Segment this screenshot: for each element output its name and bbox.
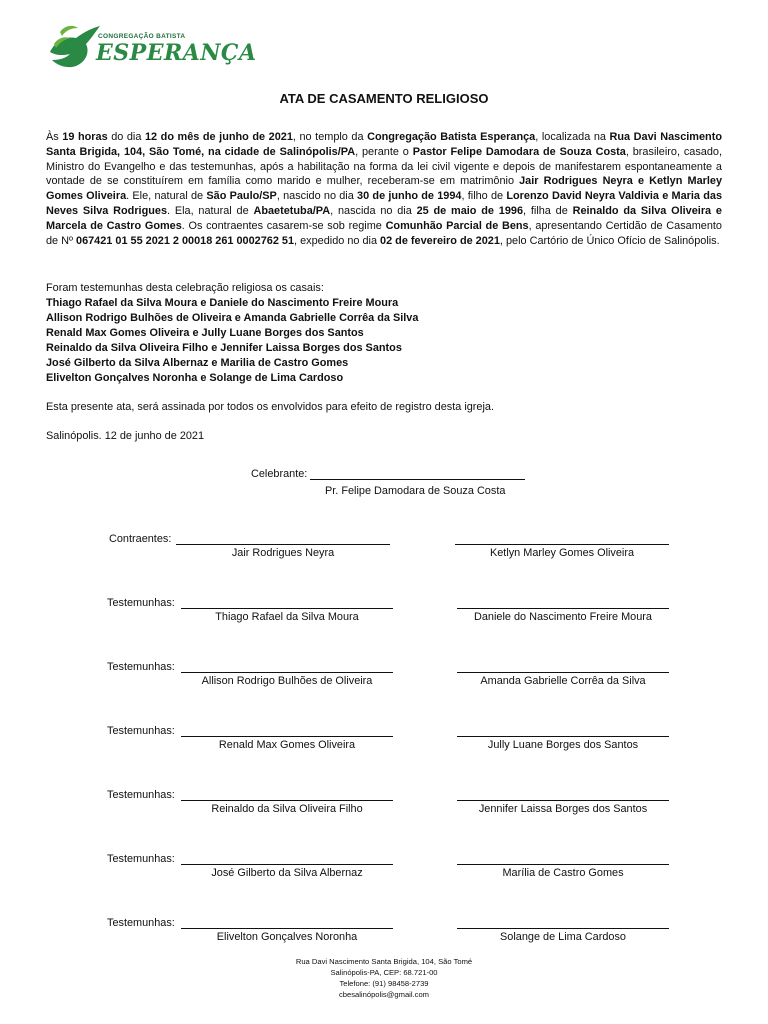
closing-statement: Esta presente ata, será assinada por todos os envolvidos para efeito de registro desta igreja. xyxy=(46,401,494,413)
witness-couple: Thiago Rafael da Silva Moura e Daniele do Nascimento Freire Moura xyxy=(46,297,399,309)
witness-intro: Foram testemunhas desta celebração religiosa os casais: xyxy=(46,282,324,294)
signer-name: Elivelton Gonçalves Noronha xyxy=(216,931,358,943)
witness-couple: José Gilberto da Silva Albernaz e Marilia de Castro Gomes xyxy=(46,357,349,369)
dove-icon xyxy=(46,22,102,74)
footer-address: Rua Davi Nascimento Santa Brigida, 104, São Tomé xyxy=(295,957,473,966)
signature-line xyxy=(181,672,393,673)
signature-line xyxy=(181,928,393,929)
witness-list xyxy=(46,281,418,386)
celebrant-label: Celebrante: xyxy=(251,468,311,480)
signer-name: Reinaldo da Silva Oliveira Filho xyxy=(211,803,363,815)
signature-line xyxy=(457,672,669,673)
signer-name: Jair Rodrigues Neyra xyxy=(231,547,335,559)
signature-line xyxy=(310,469,525,480)
witness-couple: Reinaldo da Silva Oliveira Filho e Jennifer Laissa Borges dos Santos xyxy=(46,342,402,354)
contraentes-label: Contraentes: xyxy=(109,533,172,545)
testemunhas-label: Testemunhas: xyxy=(107,853,175,865)
testemunhas-label: Testemunhas: xyxy=(107,917,175,929)
testemunhas-label: Testemunhas: xyxy=(107,597,175,609)
signer-name: Marília de Castro Gomes xyxy=(502,867,624,879)
signature-line xyxy=(181,736,393,737)
signature-line xyxy=(457,864,669,865)
signature-line xyxy=(457,608,669,609)
signer-name: Ketlyn Marley Gomes Oliveira xyxy=(489,547,635,559)
testemunhas-label: Testemunhas: xyxy=(107,725,175,737)
celebrant-name: Pr. Felipe Damodara de Souza Costa xyxy=(325,485,506,497)
signer-name: Amanda Gabrielle Corrêa da Silva xyxy=(480,675,646,687)
org-line: CONGREGAÇÃO BATISTA xyxy=(98,33,186,40)
signature-line xyxy=(181,608,393,609)
signature-line xyxy=(455,544,669,545)
minutes-paragraph: Às 19 horas do dia 12 do mês de junho de 2021, no templo da Congregação Batista Esperança, localizada na Rua Davi Nascimento Santa Brigida, 104, São Tomé, na cidade de Salinópolis/PA, perante o Pastor Felipe Damodara de Souza Costa, brasileiro, casado, Ministro do Evangelho e das testemunhas, após a habilitação na forma da lei civil vigente e depois de manifestarem espontaneamente a vontade de se constituírem em família como marido e mulher, receberam-se em matrimônio Jair Rodrigues Neyra e Ketlyn Marley Gomes Oliveira. Ele, natural de São Paulo/SP, nascido no dia 30 de junho de 1994, filho de Lorenzo David Neyra Valdivia e Maria das Neves Silva Rodrigues. Ela, natural de Abaetetuba/PA, nascida no dia 25 de maio de 1996, filha de Reinaldo da Silva Oliveira e Marcela de Castro Gomes. Os contraentes casarem-se sob regime Comunhão Parcial de Bens, apresentando Certidão de Casamento de Nº 067421 01 55 2021 2 00018 261 0002762 51, expedido no dia 02 de fevereiro de 2021, pelo Cartório de Único Ofício de Salinópolis. xyxy=(46,131,722,247)
signer-name: Thiago Rafael da Silva Moura xyxy=(215,611,359,623)
place-date: Salinópolis. 12 de junho de 2021 xyxy=(46,430,205,442)
page-footer xyxy=(0,956,768,1000)
footer-phone: Telefone: (91) 98458-2739 xyxy=(339,979,429,988)
signature-line xyxy=(176,544,390,545)
church-logo xyxy=(46,22,257,74)
signature-line xyxy=(181,800,393,801)
signature-line xyxy=(457,928,669,929)
signer-name: Solange de Lima Cardoso xyxy=(500,931,626,943)
signer-name: José Gilberto da Silva Albernaz xyxy=(211,867,363,879)
signer-name: Daniele do Nascimento Freire Moura xyxy=(474,611,652,623)
signature-line xyxy=(181,864,393,865)
page-title: ATA DE CASAMENTO RELIGIOSO xyxy=(279,91,489,106)
witness-couple: Allison Rodrigo Bulhões de Oliveira e Amanda Gabrielle Corrêa da Silva xyxy=(46,312,419,324)
testemunhas-label: Testemunhas: xyxy=(107,661,175,673)
brand-name: ESPERANÇA xyxy=(96,40,257,66)
footer-email[interactable]: cbesalinópolis@gmail.com xyxy=(338,990,429,999)
witness-couple: Elivelton Gonçalves Noronha e Solange de Lima Cardoso xyxy=(46,372,344,384)
celebrant-signature xyxy=(251,468,525,480)
signer-name: Jennifer Laissa Borges dos Santos xyxy=(478,803,648,815)
signature-line xyxy=(457,800,669,801)
signer-name: Jully Luane Borges dos Santos xyxy=(487,739,639,751)
testemunhas-label: Testemunhas: xyxy=(107,789,175,801)
footer-city: Salinópolis-PA, CEP: 68.721-00 xyxy=(330,968,438,977)
witness-couple: Renald Max Gomes Oliveira e Jully Luane Borges dos Santos xyxy=(46,327,364,339)
signature-line xyxy=(457,736,669,737)
signer-name: Renald Max Gomes Oliveira xyxy=(218,739,356,751)
signer-name: Allison Rodrigo Bulhões de Oliveira xyxy=(201,675,373,687)
